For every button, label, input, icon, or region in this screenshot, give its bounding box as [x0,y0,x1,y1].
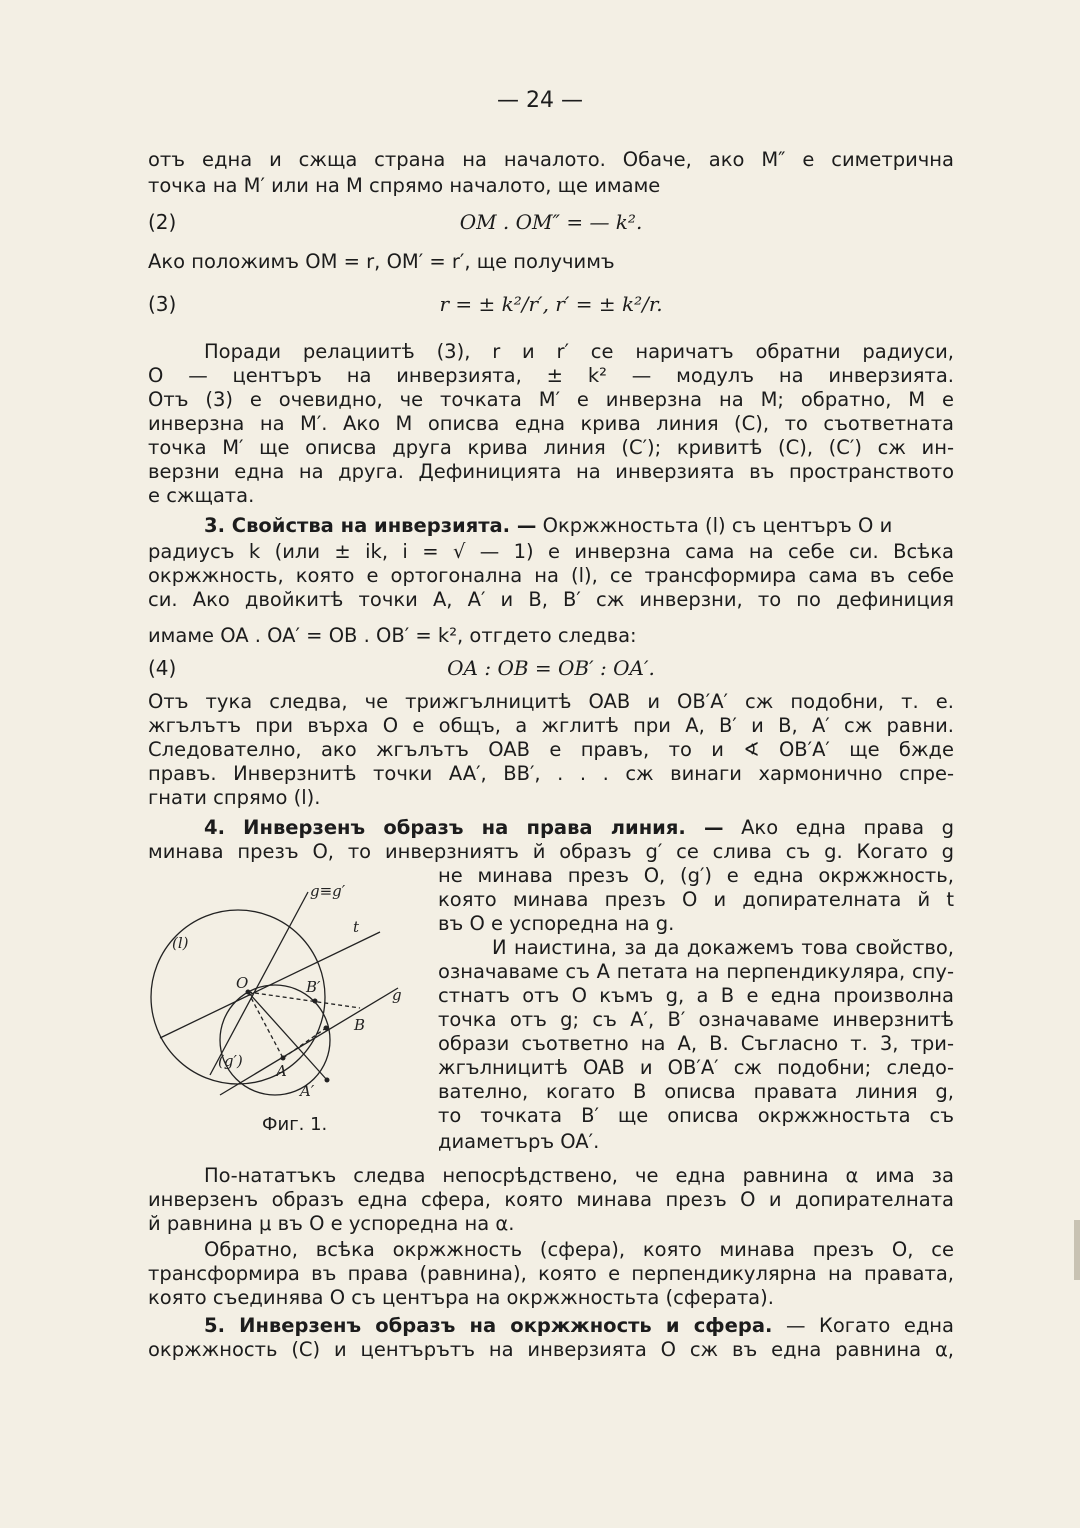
text-line: точка на M′ или на M спрямо началото, ще имаме [148,174,661,197]
equation-body: OM . OM″ = — k². [459,210,643,234]
text-line: си. Ако двойкитѣ точки A, A′ и B, B′ сж инверзни, то по дефиниция [148,588,954,611]
text-line: която съединява O съ центъра на окржжностьта (сферата). [148,1286,774,1309]
text-line: инверзна на M′. Ако M описва една крива линия (C), то съответната [148,412,954,435]
fig-label: O [236,974,249,992]
text-run: Ако една права g [741,816,955,839]
section-4-first-line [204,816,954,840]
fig-label: B′ [306,978,321,996]
section-3-first-line [204,514,954,538]
text-line: отъ една и сжща страна на началото. Обаче, ако M″ е симетрична [148,148,954,171]
equation-body: r = ± k²/r′, r′ = ± k²/r. [439,292,663,316]
text-line: й равнина μ въ O е успоредна на α. [148,1212,515,1235]
fig-label: (l) [172,934,189,952]
text-line: диаметъръ OA′. [438,1130,600,1153]
text-line: то точката B′ ще описва окржжностьта съ [438,1104,954,1127]
text-line: образи съответно на A, B. Съгласно т. 3, три- [438,1032,954,1055]
text-line: Ако положимъ OM = r, OM′ = r′, ще получимъ [148,250,615,273]
text-line: жгълътъ при върха O е общъ, а жглитѣ при A, B′ и B, A′ сж равни. [148,714,954,737]
equation-number: (4) [148,656,177,680]
text-line: не минава презъ O, (g′) е една окржжность, [438,864,954,887]
point-B [324,1026,329,1031]
text-line: минава презъ O, то инверзниятъ й образъ g′ се слива съ g. Когато g [148,840,954,863]
point-A [281,1056,286,1061]
fig-label: g [392,986,402,1004]
text-line: правъ. Инверзнитѣ точки AA′, BB′, . . . сж винаги хармонично спре- [148,762,954,785]
text-line: точка M′ ще описва друга крива линия (C′); кривитѣ (C), (C′) сж ин- [148,436,954,459]
fig-label: A [276,1062,287,1080]
point-A-prime [325,1078,330,1083]
text-line: която минава презъ O и допирателната й t [438,888,954,911]
fig-label: A′ [300,1082,315,1100]
text-line: окржжность, която е ортогонална на (l), се трансформира сама въ себе [148,564,954,587]
text-line: точка отъ g; съ A′, B′ означаваме инверзнитѣ [438,1008,954,1031]
text-line: Отъ тука следва, че трижгълницитѣ OAB и OB′A′ сж подобни, т. е. [148,690,954,713]
fig-label: (g′) [218,1052,243,1070]
equation-body: OA : OB = OB′ : OA′. [447,656,655,680]
equation-3 [148,292,954,322]
equation-number: (2) [148,210,177,234]
text-line: окржжность (C) и центърътъ на инверзията O сж въ една равнина α, [148,1338,954,1361]
text-line: Следователно, ако жгълътъ OAB е правъ, то и ∢ OB′A′ ще бжде [148,738,954,761]
text-line: жгълницитѣ OAB и OB′A′ сж подобни; следо- [438,1056,954,1079]
line-t [160,932,380,1038]
page-number: — 24 — [497,88,583,113]
text-line: радиусъ k (или ± ik, i = √ — 1) е инверзна сама на себе си. Всѣка [148,540,954,563]
text-line: въ O е успоредна на g. [438,912,675,935]
equation-number: (3) [148,292,177,316]
text-line: вателно, когато B описва правата линия g, [438,1080,954,1103]
line-g [220,988,398,1095]
equation-2 [148,210,954,240]
text-line: O — центъръ на инверзията, ± k² — модулъ на инверзията. [148,364,954,387]
text-run: — Когато една [785,1314,955,1337]
line-g-equals-g-prime [210,892,308,1075]
text-line: верзни една на друга. Дефиницията на инверзията въ пространството [148,460,954,483]
text-line: Обратно, всѣка окржжность (сфера), която минава презъ O, се [204,1238,954,1261]
text-line: инверзенъ образъ една сфера, която минава презъ O и допирателната [148,1188,954,1211]
section-heading: 4. Инверзенъ образъ на права линия. — [204,816,724,839]
section-heading: 5. Инверзенъ образъ на окржжность и сфера. [204,1314,773,1337]
fig-label: B [354,1016,366,1034]
figure-caption: Фиг. 1. [262,1114,328,1135]
text-line: По-нататъкъ следва непосрѣдствено, че една равнина α има за [204,1164,954,1187]
section-5-first-line [204,1314,954,1338]
text-line: гнати спрямо (l). [148,786,321,809]
text-line: Отъ (3) е очевидно, че точката M′ е инверзна на M; обратно, M е [148,388,954,411]
text-line: стнатъ отъ O къмъ g, а B е една произволна [438,984,954,1007]
text-line: е сжщата. [148,484,255,507]
figure-1-diagram [150,880,420,1110]
page-edge-shadow [1074,1220,1080,1280]
text-line: имаме OA . OA′ = OB . OB′ = k², отгдето следва: [148,624,637,647]
fig-label: g≡g′ [310,882,346,900]
text-line: И наистина, за да докажемъ това свойство, [492,936,954,959]
segment-OB [248,992,360,1008]
text-line: означаваме съ A петата на перпендикуляра, спу- [438,960,954,983]
point-B-prime [313,999,318,1004]
text-line: трансформира въ права (равнина), която е перпендикулярна на правата, [148,1262,954,1285]
equation-4 [148,656,954,686]
section-heading: 3. Свойства на инверзията. — [204,514,537,537]
text-line: Поради релациитѣ (3), r и r′ се наричатъ обратни радиуси, [204,340,954,363]
fig-label: t [353,918,360,936]
text-run: Окржжностьта (l) съ центъръ O и [542,514,893,537]
